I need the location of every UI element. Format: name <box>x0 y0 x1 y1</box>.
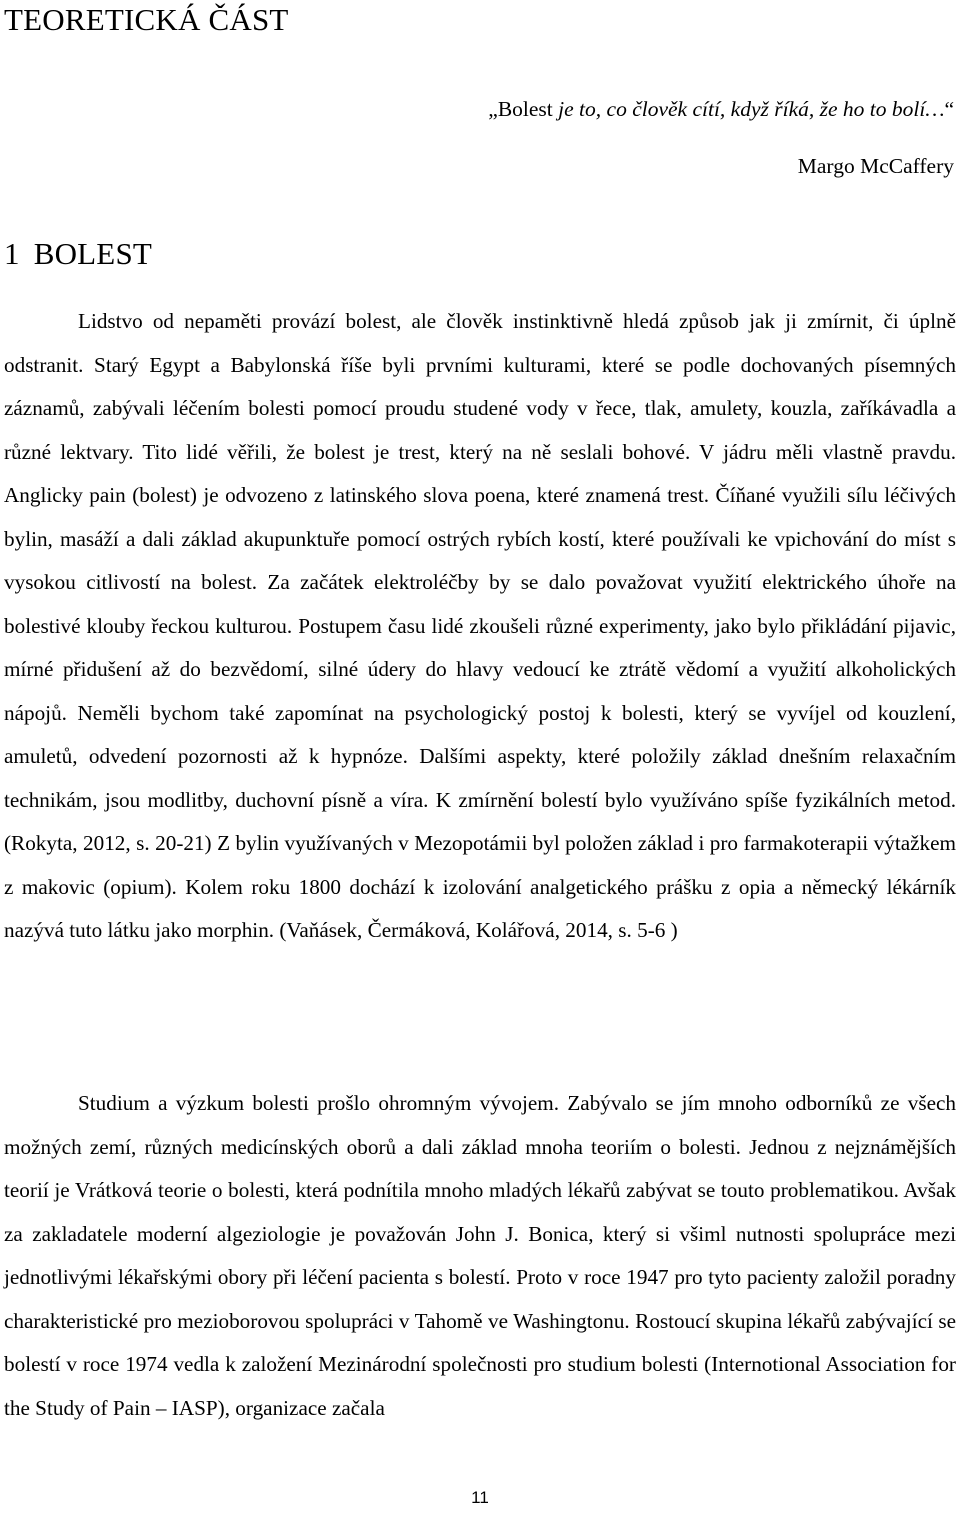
chapter-number: 1 <box>4 236 20 271</box>
motto-quote <box>488 97 954 122</box>
body-paragraph-1: Lidstvo od nepaměti provází bolest, ale člověk instinktivně hledá způsob jak ji zmírnit, či úplně odstranit. Starý Egypt a Babylonská říše byli prvními kulturami, které se podle dochovaných písemných záznamů, zabývali léčením bolesti pomocí proudu studené vody v řece, tlak, amulety, kouzla, zaříkávadla a různé lektvary. Tito lidé věřili, že bolest je trest, který na ně seslali bohové. V jádru měli vlastně pravdu. Anglicky pain (bolest) je odvozeno z latinského slova poena, které znamená trest. Číňané využili sílu léčivých bylin, masáží a dali základ akupunktuře pomocí ostrých rybích kostí, které používali ke vpichování do míst s vysokou citlivostí na bolest. Za začátek elektroléčby by se dalo považovat využití elektrického úhoře na bolestivé klouby řeckou kulturou. Postupem času lidé zkoušeli různé experimenty, jako bylo přikládání pijavic, mírné přidušení až do bezvědomí, silné údery do hlavy vedoucí ke ztrátě vědomí a využití alkoholických nápojů. Neměli bychom také zapomínat na psychologický postoj k bolesti, který se vyvíjel od kouzlení, amuletů, odvedení pozornosti až k hypnóze. Dalšími aspekty, které položily základ dnešním relaxačním technikám, jsou modlitby, duchovní písně a víra. K zmírnění bolestí bylo využíváno spíše fyzikálních metod. (Rokyta, 2012, s. 20-21) Z bylin využívaných v Mezopotámii byl položen základ i pro farmakoterapii výtažkem z makovic (opium). Kolem roku 1800 dochází k izolování analgetického prášku z opia a německý lékárník nazývá tuto látku jako morphin. (Vaňásek, Čermáková, Kolářová, 2014, s. 5-6 ) <box>4 309 956 942</box>
chapter-heading <box>4 236 152 272</box>
page-number: 11 <box>471 1488 489 1507</box>
motto-quote-start: Bolest <box>497 97 553 121</box>
chapter-title: BOLEST <box>33 236 153 271</box>
section-heading: TEORETICKÁ ČÁST <box>4 2 289 37</box>
body-paragraph-2: Studium a výzkum bolesti prošlo ohromným vývojem. Zabývalo se jím mnoho odborníků ze všech možných zemí, různých medicínských oborů a dali základ mnoha teoriím o bolesti. Jednou z nejznámějších teorií je Vrátková teorie o bolesti, která podnítila mnoho mladých lékařů zabývat se touto problematikou. Avšak za zakladatele moderní algeziologie je považován John J. Bonica, který si všiml nutnosti spolupráce mezi jednotlivými lékařskými obory při léčení pacienta s bolestí. Proto v roce 1947 pro tyto pacienty založil poradny charakteristické pro mezioborovou spolupráci v Tahomě ve Washingtonu. Rostoucí skupina lékařů zabývající se bolestí v roce 1974 vedla k založení Mezinárodní společnosti pro studium bolesti (Internotional Association for the Study of Pain – IASP), organizace začala <box>4 1091 956 1420</box>
motto-quote-text: je to, co člověk cítí, když říká, že ho to bolí… <box>552 97 945 121</box>
motto-author: Margo McCaffery <box>797 154 954 178</box>
motto-open-quote: „ <box>488 97 498 121</box>
motto-close-quote: “ <box>944 97 954 121</box>
